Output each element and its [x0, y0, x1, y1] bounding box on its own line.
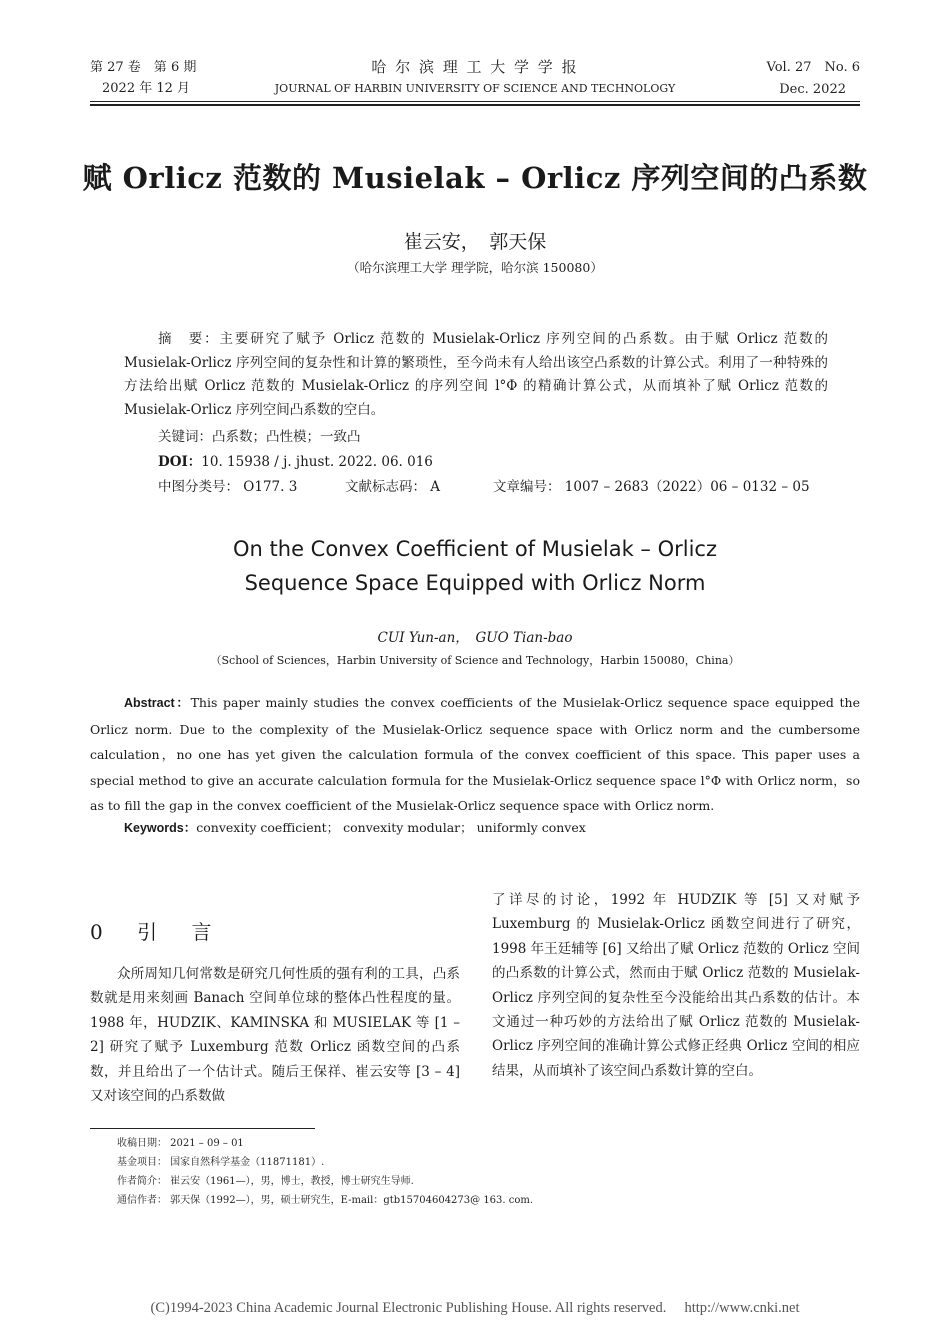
body-column-right: 了详尽的讨论，1992 年 HUDZIK 等 [5] 又对赋予 Luxemburg 的 Musielak-Orlicz 函数空间进行了研究，1998 年王廷辅等 [6] 又给出了赋 Orlicz 范数的 Orlicz 空间的凸系数的计算公式，然而由于赋 Orlicz 范数的 Musielak-Orlicz 序列空间的复杂性至今没能给出其凸系数的估计。本文通过一种巧妙的方法给出了赋 Orlicz 范数的 Musielak-Orlicz 序列空间的准确计算公式修正经典 Orlicz 空间的相应结果，从而填补了该空间凸系数计算的空白。 — [492, 892, 860, 1079]
cn-abstract — [124, 328, 828, 422]
header-journal-en: JOURNAL OF HARBIN UNIVERSITY OF SCIENCE AND TECHNOLOGY — [274, 82, 676, 95]
footnote-fund: 基金项目： 国家自然科学基金（11871181）. — [117, 1157, 325, 1168]
footnote-rule — [90, 1128, 315, 1129]
header-date: 2022 年 12 月 — [102, 81, 191, 96]
en-keywords — [124, 818, 586, 836]
en-abstract-text: This paper mainly studies the convex coefficients of the Musielak-Orlicz sequence space equipped the Orlicz norm. Due to the complexity of the Musielak-Orlicz sequence space with Orlicz norm and the cumbersome calculation，no one has yet given the calculation formula of the convex coefficient of this space. This paper uses a special method to give an accurate calculation formula for the Musielak-Orlicz sequence space l°Φ with Orlicz norm，so as to fill the gap in the convex coefficient of the Musielak-Orlicz sequence space with Orlicz norm. — [90, 695, 860, 813]
clc-number: 中图分类号： O177. 3 — [158, 479, 298, 495]
footnote-author-bio: 作者简介： 崔云安（1961—），男，博士，教授，博士研究生导师. — [117, 1176, 414, 1187]
body-column-left: 众所周知几何常数是研究几何性质的强有利的工具，凸系数就是用来刻画 Banach 空间单位球的整体凸性程度的量。1988 年，HUDZIK、KAMINSKA 和 MUSIELAK 等 [1 – 2] 研究了赋予 Luxemburg 范数 Orlicz 函数空间的凸系数，并且给出了一个估计式。随后王保祥、崔云安等 [3 – 4] 又对该空间的凸系数做 — [90, 966, 460, 1105]
footnote-received: 收稿日期： 2021 – 09 – 01 — [117, 1138, 244, 1149]
en-abstract-label: Abstract： — [124, 696, 191, 710]
paper-authors: 崔云安， 郭天保 — [403, 231, 547, 253]
header-month-year: Dec. 2022 — [779, 82, 846, 97]
en-keywords-label: Keywords： — [124, 821, 197, 835]
doi-line — [158, 450, 433, 474]
paper-affiliation: （哈尔滨理工大学 理学院，哈尔滨 150080） — [347, 260, 603, 275]
footnote-corresponding-author: 通信作者： 郭天保（1992—），男，硕士研究生，E-mail：gtb15704604273@ 163. com. — [117, 1195, 534, 1206]
cn-keywords: 关键词：凸系数；凸性模；一致凸 — [158, 429, 361, 445]
paper-title: 赋 Orlicz 范数的 Musielak – Orlicz 序列空间的凸系数 — [82, 161, 868, 195]
header-journal-cn: 哈 尔 滨 理 工 大 学 学 报 — [371, 58, 579, 76]
header-volume-issue: 第 27 卷 第 6 期 — [90, 60, 197, 75]
document-code: 文献标志码： A — [345, 479, 441, 495]
doi-value: 10. 15938 / j. jhust. 2022. 06. 016 — [201, 454, 433, 470]
copyright-footer: (C)1994-2023 China Academic Journal Electronic Publishing House. All rights reserved. http://www.cnki.net — [150, 1300, 800, 1316]
header-vol-no: Vol. 27 No. 6 — [766, 60, 860, 75]
en-abstract — [90, 690, 860, 819]
cn-abstract-text: 主要研究了赋予 Orlicz 范数的 Musielak-Orlicz 序列空间的凸系数。由于赋 Orlicz 范数的 Musielak-Orlicz 序列空间的复杂性和计算的繁琐性，至今尚未有人给出该空凸系数的计算公式。利用了一种特殊的方法给出赋 Orlicz 范数的 Musielak-Orlicz 的序列空间 l°Φ 的精确计算公式，从而填补了赋 Orlicz 范数的 Musielak-Orlicz 序列空间凸系数的空白。 — [124, 331, 829, 418]
en-authors: CUI Yun-an， GUO Tian-bao — [377, 630, 573, 646]
en-keywords-text: convexity coefficient； convexity modular； uniformly convex — [196, 820, 586, 835]
en-title-line-1: On the Convex Coefficient of Musielak – Orlicz — [233, 537, 717, 561]
article-number: 文章编号： 1007 – 2683（2022）06 – 0132 – 05 — [493, 479, 810, 495]
section-heading-introduction: 0 引 言 — [90, 920, 226, 944]
en-title — [0, 532, 950, 600]
cn-abstract-label: 摘 要： — [158, 331, 220, 347]
header-rule-thin — [90, 101, 860, 102]
header-rule-thick — [90, 104, 860, 106]
en-affiliation: （School of Sciences，Harbin University of Science and Technology，Harbin 150080，China） — [210, 654, 740, 667]
en-title-line-2: Sequence Space Equipped with Orlicz Norm — [244, 571, 706, 595]
doi-label: DOI： — [158, 454, 202, 470]
